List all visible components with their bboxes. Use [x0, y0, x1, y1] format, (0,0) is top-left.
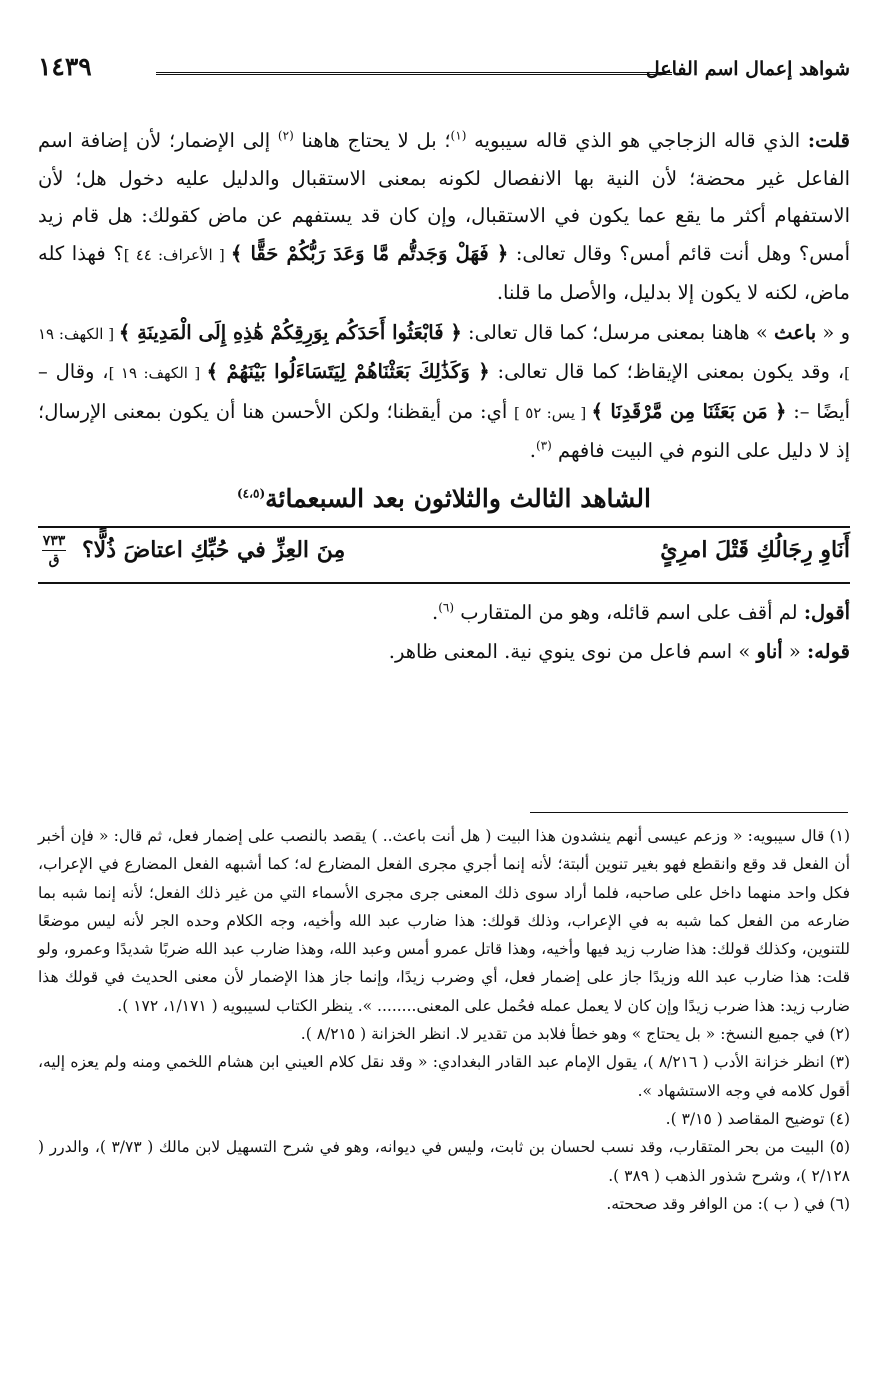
- verse-box: [38, 526, 850, 584]
- quran-ref-kahf-1: [ الكهف: ١٩ ]: [38, 324, 850, 382]
- quran-quote-kahf-2: ﴿ وَكَذَٰلِكَ بَعَثْنَاهُمْ لِيَتَسَاءَلُوا بَيْنَهُمْ ﴾: [206, 360, 490, 383]
- verse-number: [38, 534, 70, 567]
- qultu-label: قلت:: [807, 129, 850, 152]
- p2-text-d: ، وقال – أيضًا –:: [38, 360, 850, 423]
- qawluhu-label: قوله:: [807, 640, 850, 663]
- p1-text-c: إلى الإضمار؛ لأن إضافة اسم الفاعل غير محضة؛ لأن النية بها الانفصال لكونه بمعنى الاستقبال والدليل عليه دخول هل؛ لأن الاستفهام أكثر ما يقع عما يكون في الاستقبال، وإن كان قد يستفهم عن ماض كقولك: هل قام زيد أمس؟ وهل أنت قائم أمس؟ وقال تعالى:: [38, 129, 850, 265]
- footnote-4: (٤) توضيح المقاصد ( ٣/١٥ ).: [665, 1109, 850, 1128]
- footnote-2: (٢) في جميع النسخ: « بل يحتاج » وهو خطأ فلابد من تقدير لا. انظر الخزانة ( ٨/٢١٥ ).: [300, 1025, 850, 1044]
- page-number: ١٤٣٩: [38, 52, 92, 81]
- analysis-line-1: [38, 594, 850, 632]
- footnote-5: (٥) البيت من بحر المتقارب، وقد نسب لحسان بن ثابت، وليس في ديوانه، وهو في شرح التسهيل لابن مالك ( ٣/٧٣ )، والدرر ( ٢/١٢٨ )، وشرح شذور الذهب ( ٣٨٩ ).: [38, 1138, 851, 1185]
- quran-quote-yasin: ﴿ مَن بَعَثَنَا مِن مَّرْقَدِنَا ﴾: [591, 399, 787, 423]
- verse-number-value: ٧٣٣: [42, 532, 66, 549]
- footnotes: [38, 822, 850, 1218]
- main-text: [38, 122, 850, 671]
- quran-ref-yasin: [ يس: ٥٢ ]: [514, 403, 592, 422]
- p2-text-c: ، وقد يكون بمعنى الإيقاظ؛ كما قال تعالى:: [489, 360, 845, 383]
- analysis-2-text-b: » اسم فاعل من نوى ينوي نية. المعنى ظاهر.: [388, 640, 757, 663]
- quran-ref-araf: [ الأعراف: ٤٤ ]: [123, 245, 231, 264]
- p2-text-end: .: [529, 439, 536, 462]
- aqulu-label: أقول:: [803, 600, 850, 624]
- verse-number-line: [42, 550, 66, 551]
- analysis-line-2: [38, 633, 850, 671]
- footnote-3: (٣) انظر خزانة الأدب ( ٨/٢١٦ )، يقول الإمام عبد القادر البغدادي: « وقد نقل كلام العيني ابن هشام اللخمي ومنه ولم يعزه إليه، أقول كلامه في وجه الاستشهاد ».: [38, 1053, 850, 1100]
- footnote-separator: [530, 812, 848, 813]
- analysis-1-text: لم أقف على اسم قائله، وهو من المتقارب: [454, 600, 804, 624]
- footnote-6: (٦) في ( ب ): من الوافر وقد صححته.: [606, 1194, 850, 1213]
- keyword-anawi: أناو: [756, 640, 783, 663]
- footnote-ref-2: (٢): [277, 128, 294, 143]
- running-header: [38, 54, 850, 94]
- analysis-2-text-a: «: [782, 640, 807, 663]
- verse-meter-mark: ق: [48, 551, 60, 568]
- p1-text-b: ؛ بل لا يحتاج هاهنا: [293, 129, 451, 152]
- keyword-baith: باعث: [774, 320, 817, 344]
- footnote-ref-4-5: (٤،٥): [236, 486, 266, 501]
- quran-quote-kahf-1: ﴿ فَابْعَثُوا أَحَدَكُم بِوَرِقِكُمْ هَٰذِهِ إِلَى الْمَدِينَةِ ﴾: [118, 320, 462, 344]
- paragraph-2: [38, 314, 850, 470]
- p2-text-e: أي: من أيقظنا؛ ولكن الأحسن هنا أن يكون بمعنى الإرسال؛ إذ لا دليل على النوم في البيت فافهم: [38, 399, 850, 462]
- p2-text-b: » هاهنا بمعنى مرسل؛ كما قال تعالى:: [461, 320, 775, 344]
- analysis-1-end: .: [432, 600, 439, 624]
- verse-hemistich-1: أَنَاوِ رِجَالُكِ قَتْلَ امرِئٍ: [660, 536, 850, 563]
- p2-text-a: و «: [816, 320, 850, 344]
- section-heading-text: الشاهد الثالث والثلاثون بعد السبعمائة: [265, 483, 651, 513]
- running-title: شواهد إعمال اسم الفاعل: [645, 58, 850, 80]
- footnote-1: (١) قال سيبويه: « وزعم عيسى أنهم ينشدون هذا البيت ( هل أنت باعث.. ) يقصد بالنصب على إضمار فعل، ثم قال: « فإن أخبر أن الفعل قد وقع وانقطع فهو بغير تنوين ألبتة؛ لأنه إنما أجري مجرى الفعل المضارع له؛ كما أشبهه الفعل المضارع في الإعراب، فكل واحد منهما داخل على صاحبه، فلما أراد سوى ذلك المعنى جرى مجرى الأسماء التي من غير ذلك الفعل؛ لأنه إنما شبه بما ضارعه من الفعل كما شبه به في الإعراب، وذلك قولك: هذا ضارب عبد الله وأخيه، وجه الكلام وحده الجر لأنه ليس موضعًا للتنوين، وكذلك قولك: هذا ضارب زيد فيها وأخيه، وهذا قاتل عمرو أمس وعبد الله، وهذا ضارب عبد الله ضربًا شديدًا وعمرو، ولو قلت: هذا ضارب عبد الله وزيدًا جاز على إضمار فعل، أي وضرب زيدًا، وإنما جاز هذا الإضمار لأن معنى الحديث في قولك هذا ضارب زيد: هذا ضرب زيدًا وإن كان لا يعمل عمله فحُمل على المعنى........ ». ينظر الكتاب لسيبويه ( ١/١٧١، ١٧٢ ).: [38, 827, 850, 1015]
- footnote-ref-3: (٣): [535, 438, 552, 453]
- verse-hemistich-2: مِنَ العِزِّ في حُبِّكِ اعتاضَ ذُلًّا؟: [82, 536, 346, 563]
- quran-ref-kahf-2: [ الكهف: ١٩ ]: [108, 364, 207, 382]
- quran-quote-araf: ﴿ فَهَلْ وَجَدتُّم مَّا وَعَدَ رَبُّكُمْ حَقًّا ﴾: [230, 241, 509, 265]
- p1-text-a: الذي قاله الزجاجي هو الذي قاله سيبويه: [466, 129, 808, 152]
- footnote-ref-6: (٦): [438, 600, 455, 614]
- header-rule: [156, 72, 672, 78]
- footnote-ref-1: (١): [450, 128, 467, 143]
- paragraph-1: [38, 122, 850, 312]
- p1-text-d: ؟ فهذا كله ماض، لكنه لا يكون إلا بدليل، والأصل ما قلنا.: [38, 241, 850, 304]
- section-heading: [38, 480, 850, 518]
